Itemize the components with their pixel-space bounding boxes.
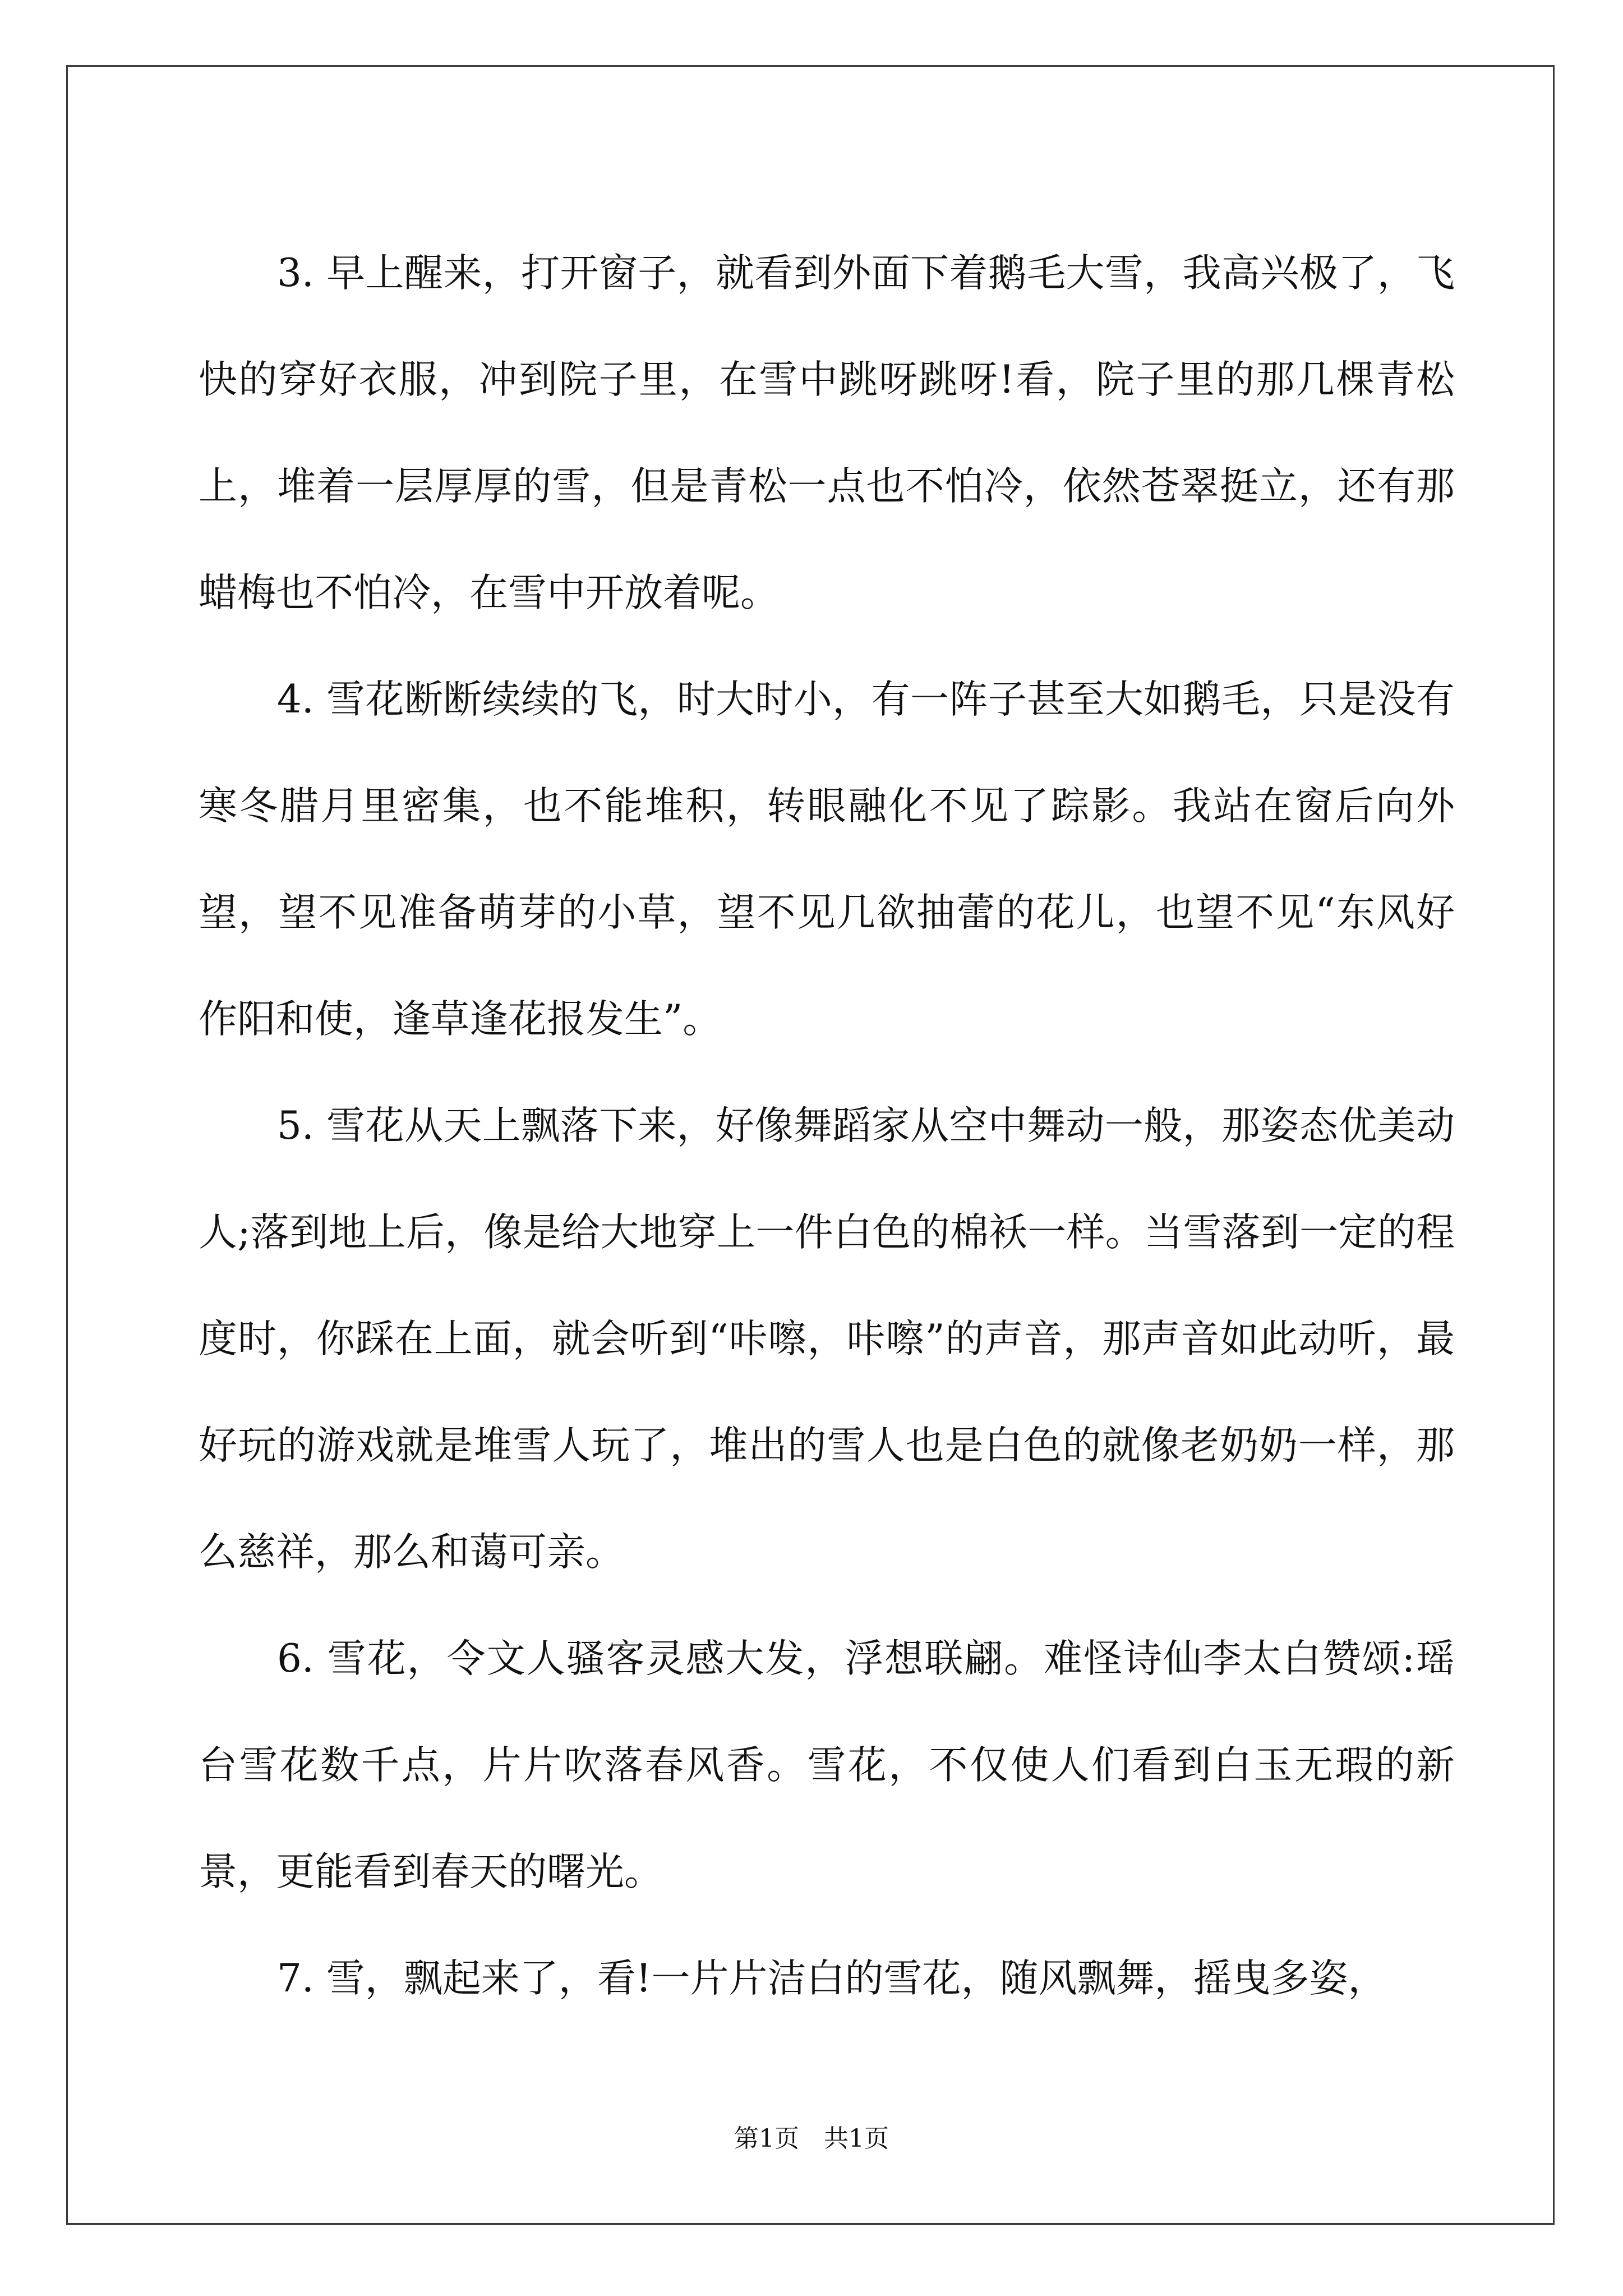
paragraph-4: 4. 雪花断断续续的飞，时大时小，有一阵子甚至大如鹅毛，只是没有寒冬腊月里密集，也不能堆积，转眼融化不见了踪影。我站在窗后向外望，望不见准备萌芽的小草，望不见几欲抽蕾的花儿，也望不见“东风好作阳和使，逢草逢花报发生”。 (199, 677, 1455, 1042)
document-body (199, 220, 1455, 2032)
paragraph-5: 5. 雪花从天上飘落下来，好像舞蹈家从空中舞动一般，那姿态优美动人;落到地上后，像是给大地穿上一件白色的棉袄一样。当雪落到一定的程度时，你踩在上面，就会听到“咔嚓，咔嚓”的声音，那声音如此动听，最好玩的游戏就是堆雪人玩了，堆出的雪人也是白色的就像老奶奶一样，那么慈祥，那么和蔼可亲。 (199, 1103, 1455, 1575)
paragraph-7: 7. 雪，飘起来了，看!一片片洁白的雪花，随风飘舞，摇曳多姿， (277, 1956, 1387, 2001)
page-footer: 第1页 共1页 (734, 2124, 889, 2153)
paragraph-3: 3. 早上醒来，打开窗子，就看到外面下着鹅毛大雪，我高兴极了，飞快的穿好衣服，冲到院子里，在雪中跳呀跳呀!看，院子里的那几棵青松上，堆着一层厚厚的雪，但是青松一点也不怕冷，依然苍翠挺立，还有那蜡梅也不怕冷，在雪中开放着呢。 (199, 251, 1455, 615)
paragraph-6: 6. 雪花，令文人骚客灵感大发，浮想联翩。难怪诗仙李太白赞颂:瑶台雪花数千点，片片吹落春风香。雪花，不仅使人们看到白玉无瑕的新景，更能看到春天的曙光。 (199, 1636, 1455, 1894)
